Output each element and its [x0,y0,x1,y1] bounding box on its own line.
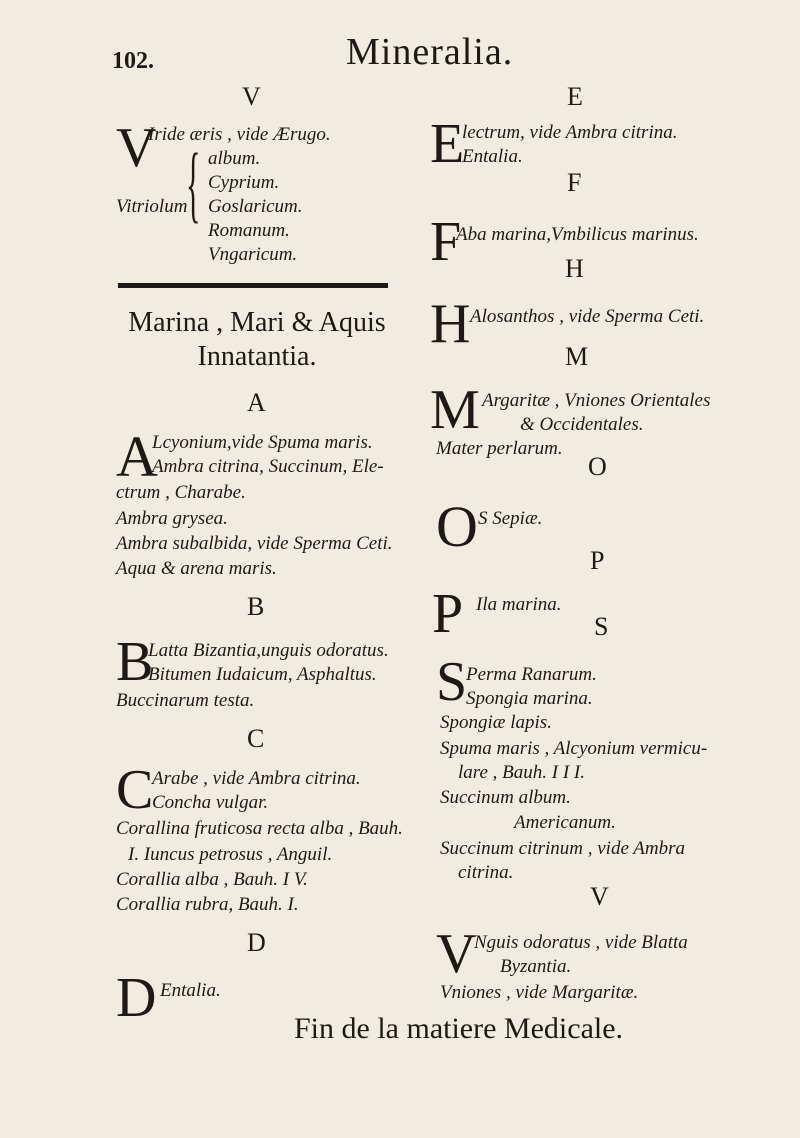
section-divider-rule [118,283,388,288]
entry-line: S Sepiæ. [478,508,543,529]
entry-line: Mater perlarum. [436,438,563,459]
section-letter-o: O [588,452,607,481]
entry-line: citrina. [458,862,514,883]
drop-cap-d: D [116,967,157,1029]
section-letter-f: F [567,168,582,197]
entry-line: Aqua & arena maris. [116,558,277,579]
entry-line: Spongiæ lapis. [440,712,552,733]
entry-line: Ambra citrina, Succinum, Ele- [152,456,384,477]
drop-cap-v-right: V [436,923,477,985]
page-number: 102. [112,48,154,74]
entry-line: Byzantia. [500,956,572,977]
entry-vitriolum: Vitriolum [116,196,188,217]
running-head: Mineralia. [346,31,514,73]
drop-cap-p: P [432,583,464,645]
drop-cap-o: O [436,494,478,559]
vitriolum-item: Cyprium. [208,172,280,193]
entry-line: Spongia marina. [466,688,593,709]
entry-line: & Occidentales. [520,414,644,435]
entry-line: Corallia alba , Bauh. I V. [116,869,308,890]
section-letter-v-right: V [590,882,609,911]
section-title-line2: Innatantia. [197,341,317,372]
entry-line: Lcyonium,vide Spuma maris. [152,432,373,453]
vitriolum-item: Goslaricum. [208,196,303,217]
entry-line: Concha vulgar. [152,792,269,813]
entry-line: Alosanthos , vide Sperma Ceti. [470,306,705,327]
vitriolum-item: Vngaricum. [208,244,298,265]
section-letter-p: P [590,546,605,575]
section-letter-h: H [565,254,584,283]
entry-line: Corallia rubra, Bauh. I. [116,894,299,915]
vitriolum-item: Romanum. [208,220,290,241]
entry-line: Succinum album. [440,787,571,808]
drop-cap-a: A [116,424,158,489]
entry-line: Corallina fruticosa recta alba , Bauh. [116,818,403,839]
entry-viride-aeris: Iride æris , vide Ærugo. [148,124,331,145]
entry-line: Entalia. [462,146,523,167]
drop-cap-b: B [116,631,154,693]
brace-symbol: { [186,135,201,231]
entry-line: Succinum citrinum , vide Ambra [440,838,686,859]
entry-line: ctrum , Charabe. [116,482,246,503]
drop-cap-v-left: V [116,117,157,179]
drop-cap-e: E [430,113,465,175]
drop-cap-h: H [430,293,471,355]
section-letter-c: C [247,724,265,753]
entry-line: Buccinarum testa. [116,690,255,711]
entry-line: Argaritæ , Vniones Orientales [482,390,711,411]
entry-line: Bitumen Iudaicum, Asphaltus. [148,664,377,685]
entry-line: Entalia. [160,980,221,1001]
drop-cap-s: S [436,651,468,713]
closing-line: Fin de la matiere Medicale. [294,1012,624,1045]
entry-line: lectrum, vide Ambra citrina. [462,122,678,143]
section-letter-b: B [247,592,265,621]
drop-cap-f: F [430,211,462,273]
entry-line: I. Iuncus petrosus , Anguil. [128,844,333,865]
section-letter-v-left: V [242,82,261,111]
entry-line: lare , Bauh. I I I. [458,762,585,783]
entry-line: Spuma maris , Alcyonium vermicu- [440,738,708,759]
section-title-line1: Marina , Mari & Aquis [128,307,386,338]
entry-line: Latta Bizantia,unguis odoratus. [148,640,389,661]
entry-line: Vniones , vide Margaritæ. [440,982,639,1003]
section-letter-s: S [594,612,609,641]
entry-line: Ila marina. [476,594,562,615]
drop-cap-c: C [116,759,154,821]
entry-line: Aba marina,Vmbilicus marinus. [456,224,699,245]
entry-line: Arabe , vide Ambra citrina. [152,768,361,789]
entry-line: Nguis odoratus , vide Blatta [474,932,688,953]
section-letter-e: E [567,82,583,111]
section-letter-m: M [565,342,589,371]
section-letter-a: A [247,388,266,417]
vitriolum-item: album. [208,148,261,169]
entry-line: Ambra subalbida, vide Sperma Ceti. [116,533,393,554]
drop-cap-m: M [430,379,480,441]
section-letter-d: D [247,928,266,957]
entry-line: Ambra grysea. [116,508,228,529]
entry-line: Americanum. [514,812,616,833]
entry-line: Perma Ranarum. [466,664,597,685]
